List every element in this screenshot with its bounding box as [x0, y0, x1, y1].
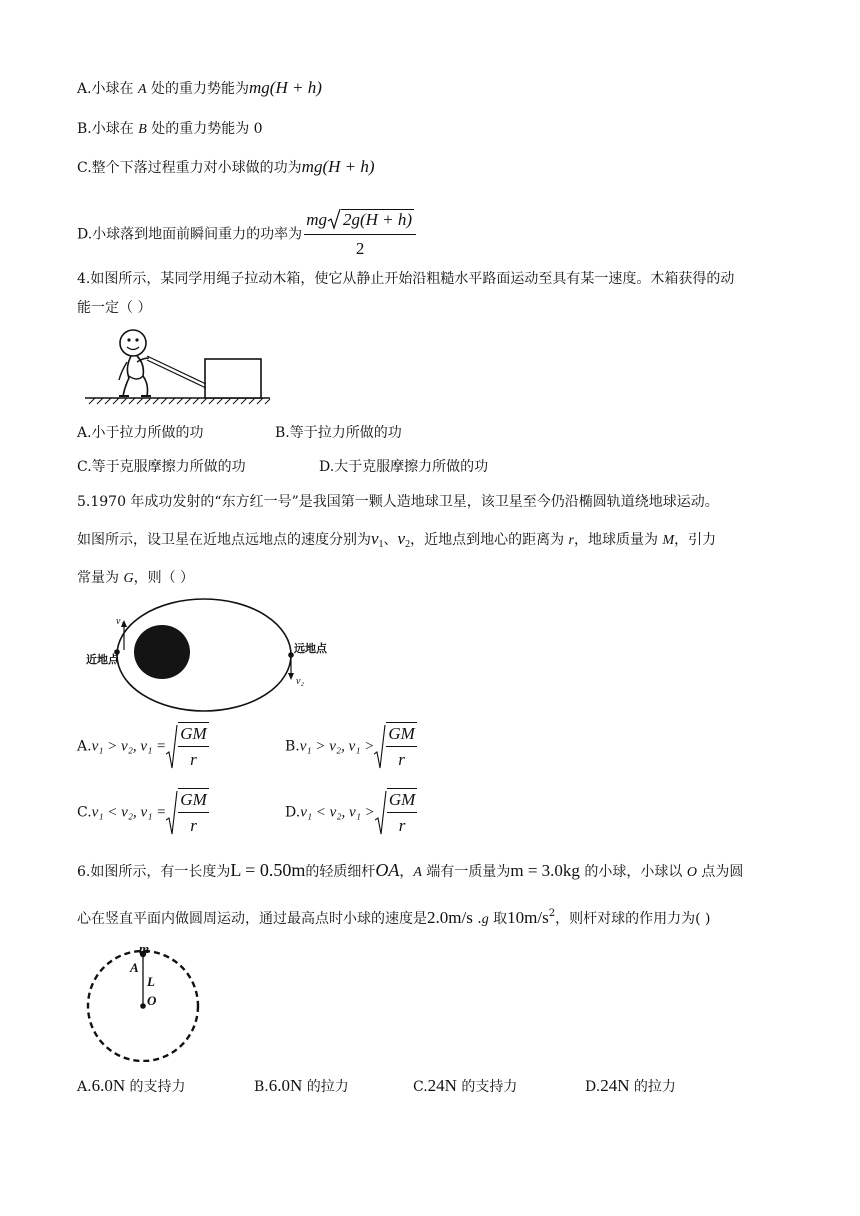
power-fraction: [304, 208, 416, 261]
v2-label: v₂: [296, 676, 304, 687]
stem-text: ，引力: [674, 532, 717, 548]
q5-option-a: A.v₁ > v₂, v₁ = $\frac{GM}{r}$: [77, 724, 207, 769]
formula: v₁ > v₂, v₁ >: [299, 738, 375, 755]
force-value: 24N: [600, 1076, 630, 1095]
formula: r: [190, 750, 197, 769]
option-text: D.小球落到地面前瞬间重力的功率为: [77, 226, 303, 243]
formula: mg(H + h): [249, 78, 322, 97]
q4-option-a: A.小于拉力所做的功: [77, 425, 204, 441]
stem-text: 6.如图所示，有一长度为: [77, 864, 231, 880]
force-value: 6.0N: [268, 1076, 303, 1095]
formula: GM: [178, 723, 208, 747]
formula: GM: [386, 723, 416, 747]
v1-label: v₁: [116, 616, 124, 627]
stem-text: ，地球质量为: [574, 532, 663, 548]
stem-text: 常量为: [77, 570, 124, 586]
g-symbol: g: [481, 912, 489, 927]
q5-stem-line1: 5.1970 年成功发射的“东方红一号”是我国第一颗人造地球卫星，该卫星至今仍沿椭圆轨道绕地球运动。: [77, 494, 719, 510]
v1-symbol: $v_1$: [371, 529, 384, 550]
sqrt-sign-icon: [166, 724, 178, 770]
formula: 2g(H + h): [342, 210, 413, 229]
length-label: L: [147, 974, 155, 989]
q4-option-c: C.等于克服摩擦力所做的功: [77, 459, 246, 475]
option-text: C.整个下落过程重力对小球做的功为: [77, 160, 302, 176]
rod-circle-figure: [80, 942, 210, 1062]
point-label: O: [686, 865, 697, 880]
mass-label: m: [139, 942, 150, 956]
exponent: 2: [548, 908, 556, 919]
force-value: 6.0N: [91, 1076, 126, 1095]
q4-stem-line2: 能一定（ ）: [77, 300, 152, 316]
formula: 2: [355, 239, 365, 258]
speed-value: 2.0m/s: [427, 908, 473, 927]
q3-option-c: [77, 157, 375, 178]
q5-option-b: B.v₁ > v₂, v₁ > $\frac{GM}{r}$: [285, 724, 415, 769]
stem-text: 如图所示，设卫星在近地点远地点的速度分别为: [77, 532, 371, 548]
stem-text: ，: [399, 864, 414, 880]
q6-stem-line1: [77, 860, 743, 883]
stem-text: ，则（ ）: [133, 570, 195, 586]
mass-value: m = 3.0kg: [510, 861, 580, 880]
perigee-label: 近地点: [86, 653, 119, 666]
sqrt-sign-icon: [327, 208, 341, 230]
formula: v₁ < v₂, v₁ >: [300, 804, 375, 821]
sqrt-sign-icon: [375, 790, 387, 836]
pulling-box-figure: [85, 328, 275, 408]
q6-option-d: D.24N 的拉力: [585, 1076, 676, 1095]
stem-text: 点为圆: [696, 864, 744, 880]
rod-label: OA: [375, 860, 400, 880]
formula: GM: [387, 789, 417, 813]
formula: r: [190, 816, 197, 835]
stem-text: 心在竖直平面内做圆周运动，通过最高点时小球的速度是: [77, 911, 427, 927]
option-text: 处的重力势能为 0: [146, 121, 263, 137]
stem-text: 端有一质量为: [421, 864, 511, 880]
G-symbol: G: [123, 571, 134, 586]
q4-stem-line1: 4.如图所示，某同学用绳子拉动木箱，使它从静止开始沿粗糙水平路面运动至具有某一速度。木箱获得的动: [77, 271, 735, 287]
formula: mg: [306, 210, 327, 229]
q6-option-c: C.24N 的支持力: [413, 1076, 518, 1095]
v2-symbol: $v_2$: [397, 529, 411, 550]
formula: v₁ < v₂, v₁ =: [91, 804, 167, 821]
sqrt-sign-icon: [374, 724, 386, 770]
q4-option-d: D.大于克服摩擦力所做的功: [319, 459, 489, 475]
formula: r: [398, 816, 406, 835]
option-text: 处的重力势能为: [146, 81, 250, 97]
stem-text: .: [472, 911, 482, 927]
q4-option-b: B.等于拉力所做的功: [275, 425, 402, 441]
q6-stem-line2: [77, 904, 710, 930]
stem-text: ，近地点到地心的距离为: [410, 532, 569, 548]
q5-stem-line3: [77, 568, 194, 589]
point-label: A: [138, 82, 147, 97]
stem-text: 取: [488, 911, 508, 927]
force-value: 24N: [427, 1076, 457, 1095]
stem-text: 、: [383, 532, 398, 548]
q5-option-d: D.v₁ < v₂, v₁ > $\frac{GM}{r}$: [285, 790, 416, 835]
q5-option-c: C.v₁ < v₂, v₁ = $\frac{GM}{r}$: [77, 790, 207, 835]
formula: r: [398, 750, 405, 769]
formula: GM: [178, 789, 208, 813]
stem-text: 的轻质细杆: [305, 864, 376, 880]
apogee-label: 远地点: [294, 642, 327, 655]
point-o-label: O: [147, 993, 157, 1008]
point-a-label: A: [130, 960, 139, 975]
r-symbol: r: [568, 533, 574, 548]
formula: mg(H + h): [301, 157, 375, 176]
q5-stem-line2: [77, 529, 716, 555]
formula: v₁ > v₂, v₁ =: [91, 738, 167, 755]
sqrt-sign-icon: [166, 790, 178, 836]
satellite-orbit-figure: [86, 596, 346, 716]
q3-option-a: [77, 78, 322, 100]
M-symbol: M: [662, 533, 675, 548]
earth-icon: [134, 625, 190, 679]
g-value: 10m/s: [507, 908, 549, 927]
stem-text: 的小球，小球以: [579, 864, 687, 880]
q3-option-b: [77, 119, 263, 140]
option-text: B.小球在: [77, 121, 139, 137]
stem-text: ，则杆对球的作用力为( ): [555, 911, 711, 927]
q6-option-b: B.6.0N 的拉力: [254, 1076, 349, 1095]
option-text: A.小球在: [77, 81, 139, 97]
q3-option-d: [77, 208, 416, 261]
length-value: L = 0.50m: [230, 860, 306, 880]
point-label: B: [138, 122, 147, 137]
point-label: A: [413, 865, 422, 880]
q6-option-a: A.6.0N 的支持力: [77, 1076, 186, 1095]
